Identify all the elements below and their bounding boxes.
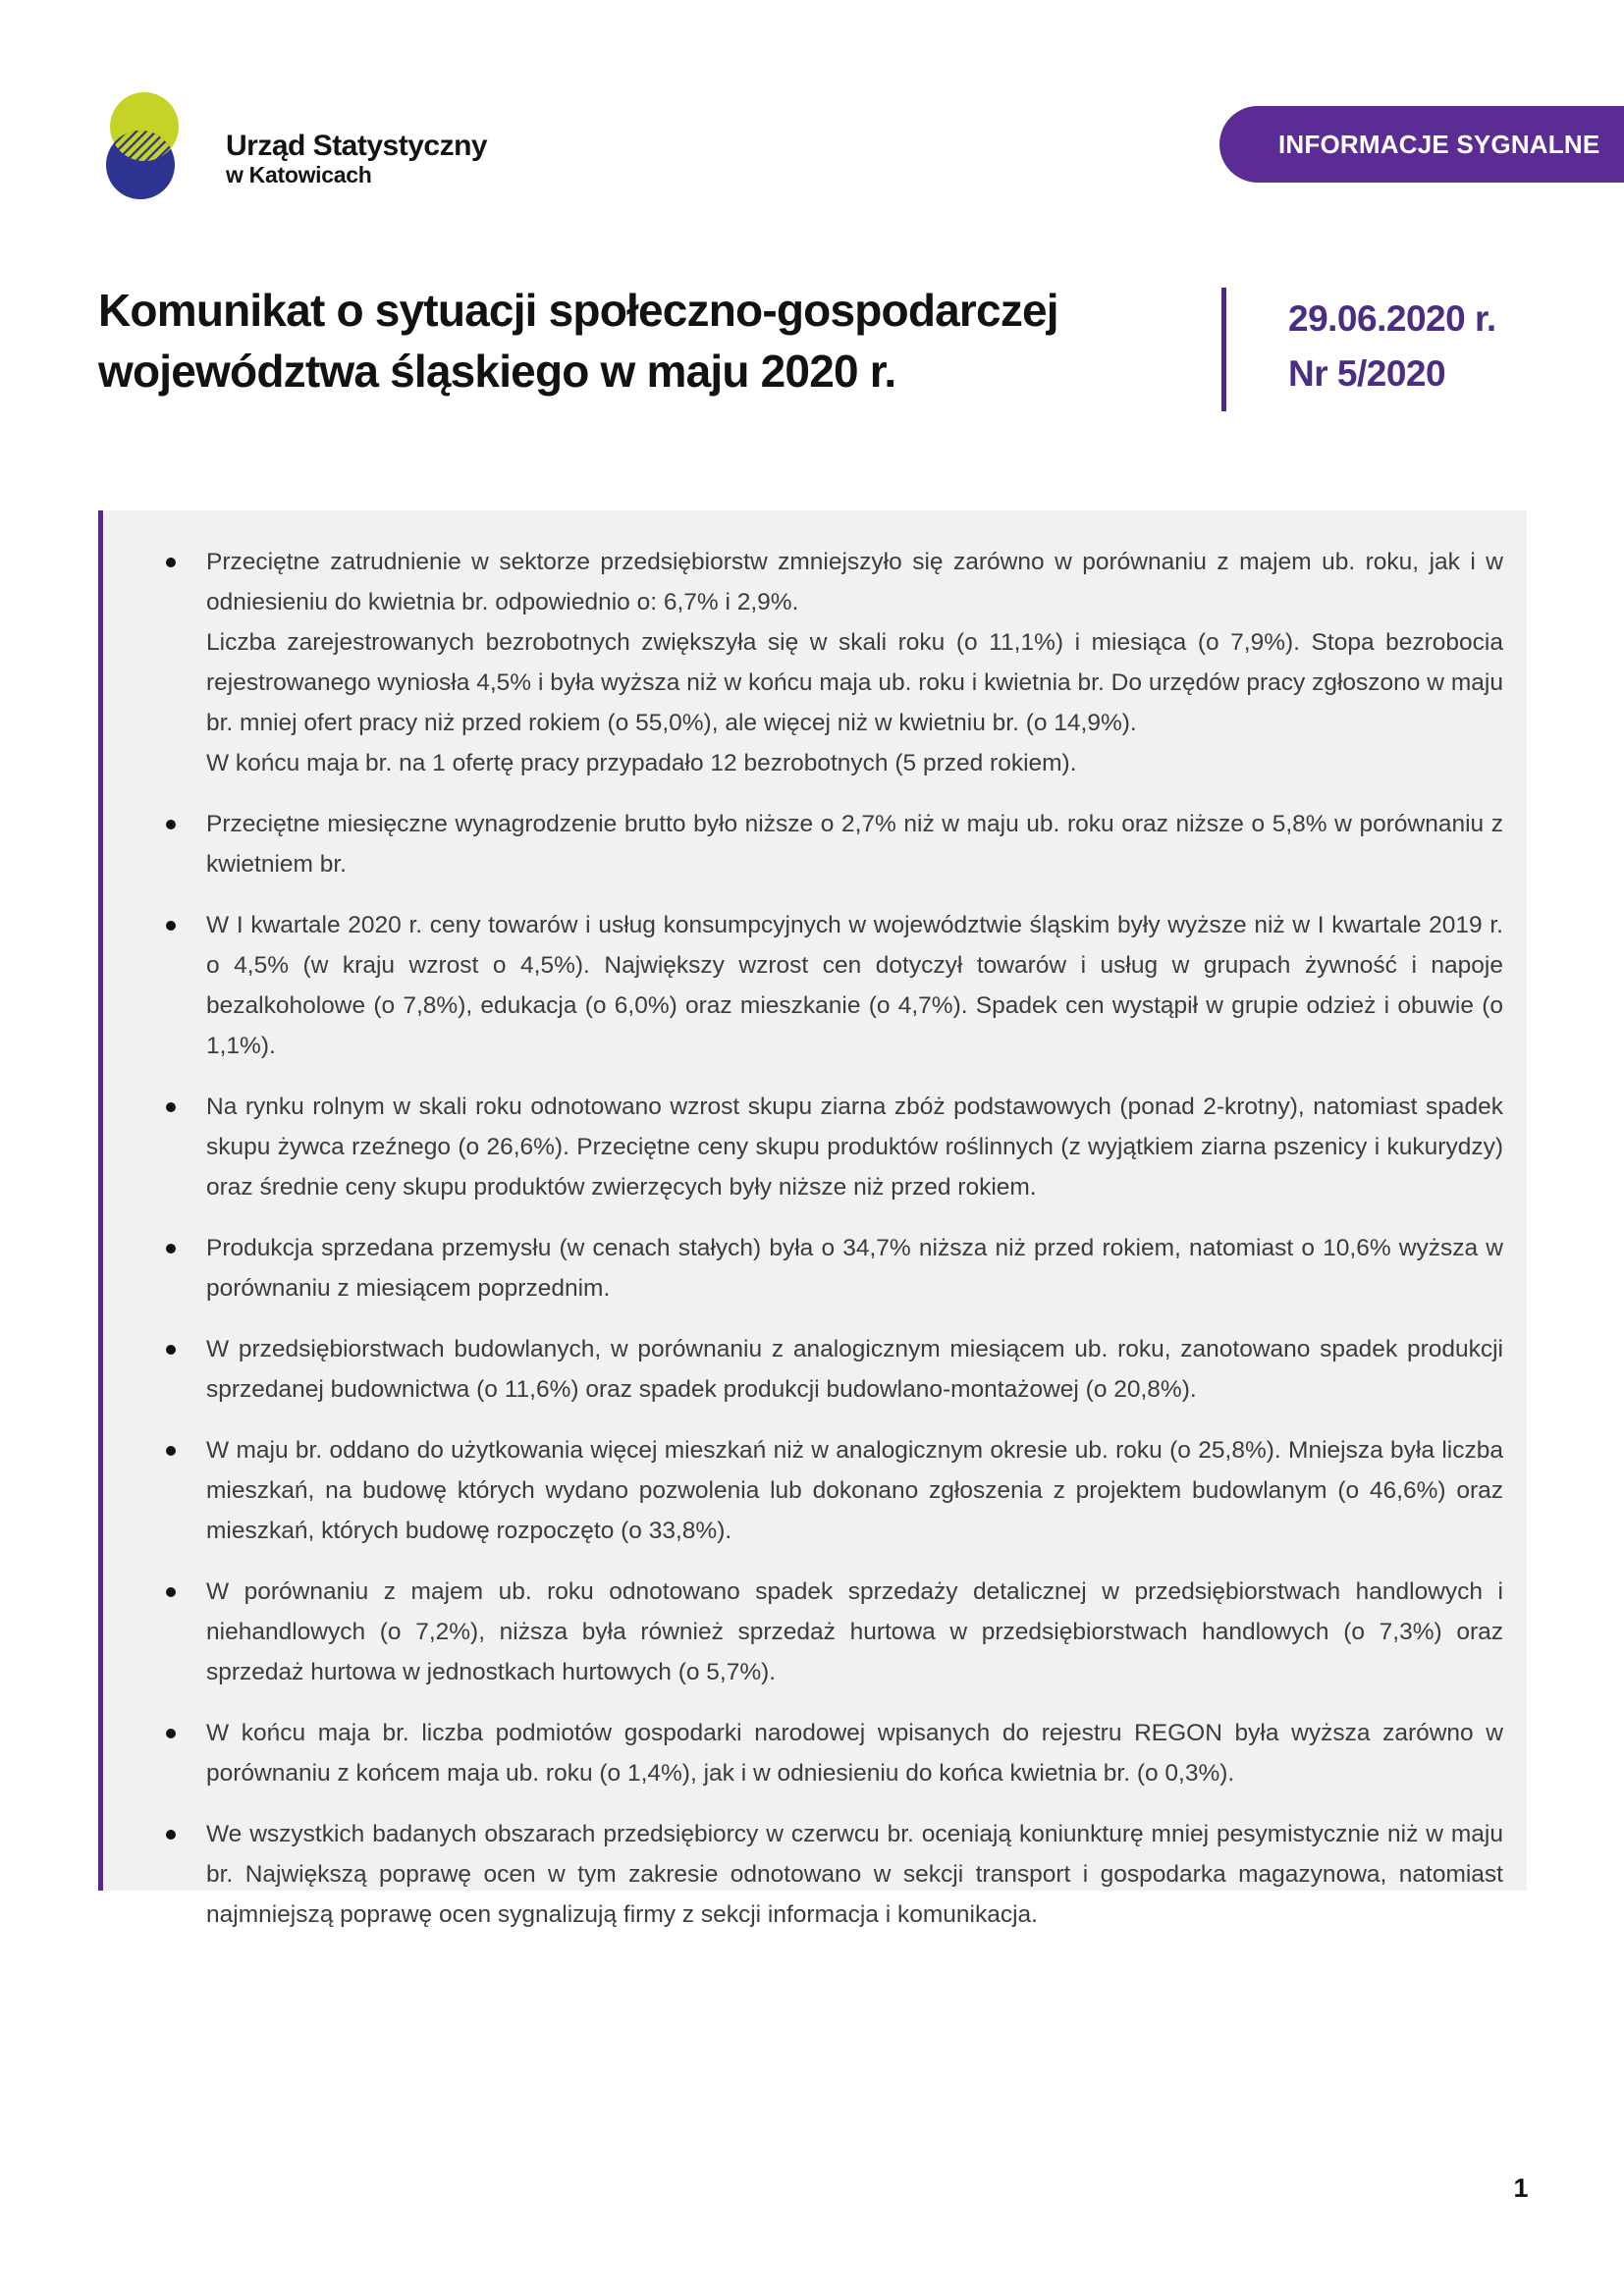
list-item-paragraph: W końcu maja br. na 1 ofertę pracy przypadało 12 bezrobotnych (5 przed rokiem). bbox=[206, 750, 1077, 776]
list-item-paragraph: Liczba zarejestrowanych bezrobotnych zwiększyła się w skali roku (o 11,1%) i miesiąca (o 7,9%). Stopa bezrobocia rejestrowanego wyniosła 4,5% i była wyższa niż w końcu maja ub. roku i kwietnia br. Do urzędów pracy zgłoszono w maju br. mniej ofert pracy niż przed rokiem (o 55,0%), ale więcej niż w kwietniu br. (o 14,9%). bbox=[206, 629, 1503, 736]
logo-org-location: w Katowicach bbox=[226, 162, 372, 187]
bullet-dot-icon bbox=[166, 1102, 176, 1112]
informacje-sygnalne-badge bbox=[1219, 106, 1624, 183]
list-item-paragraph: Na rynku rolnym w skali roku odnotowano wzrost skupu ziarna zbóż podstawowych (ponad 2-krotny), natomiast spadek skupu żywca rzeźnego (o 26,6%). Przeciętne ceny skupu produktów roślinnych (z wyjątkiem ziarna pszenicy i kukurydzy) oraz średnie ceny skupu produktów zwierzęcych były niższe niż przed rokiem. bbox=[206, 1094, 1503, 1201]
list-item bbox=[103, 1228, 1503, 1308]
bullet-dot-icon bbox=[166, 1830, 176, 1840]
title-divider bbox=[1221, 288, 1226, 411]
logo-circles-icon bbox=[98, 90, 214, 202]
issue-info bbox=[1288, 292, 1496, 401]
list-item bbox=[103, 1713, 1503, 1793]
logo-org-name: Urząd Statystyczny bbox=[226, 130, 488, 162]
list-item-paragraph: We wszystkich badanych obszarach przedsiębiorcy w czerwcu br. oceniają koniunkturę mniej pesymistycznie niż w maju br. Największą poprawę ocen w tym zakresie odnotowano w sekcji transport i gospodarka magazynowa, natomiast najmniejszą poprawę ocen sygnalizują firmy z sekcji informacja i komunikacja. bbox=[206, 1821, 1503, 1928]
bullet-dot-icon bbox=[166, 1729, 176, 1738]
list-item-paragraph: W przedsiębiorstwach budowlanych, w porównaniu z analogicznym miesiącem ub. roku, zanotowano spadek produkcji sprzedanej budownictwa (o 11,6%) oraz spadek produkcji budowlano-montażowej (o 20,8%). bbox=[206, 1336, 1503, 1403]
list-item-paragraph: W I kwartale 2020 r. ceny towarów i usług konsumpcyjnych w województwie śląskim były wyższe niż w I kwartale 2019 r. o 4,5% (w kraju wzrost o 4,5%). Największy wzrost cen dotyczył towarów i usług w grupach żywność i napoje bezalkoholowe (o 7,8%), edukacja (o 6,0%) oraz mieszkanie (o 4,7%). Spadek cen wystąpił w grupie odzież i obuwie (o 1,1%). bbox=[206, 912, 1503, 1059]
list-item bbox=[103, 542, 1503, 783]
badge-label: INFORMACJE SYGNALNE bbox=[1278, 129, 1600, 159]
list-item bbox=[103, 804, 1503, 884]
issue-number: Nr 5/2020 bbox=[1288, 353, 1446, 394]
bullet-dot-icon bbox=[166, 1587, 176, 1597]
summary-list bbox=[103, 510, 1527, 1935]
list-item-paragraph: W porównaniu z majem ub. roku odnotowano spadek sprzedaży detalicznej w przedsiębiorstwach handlowych i niehandlowych (o 7,2%), niższa była również sprzedaż hurtowa w przedsiębiorstwach handlowych (o 7,3%) oraz sprzedaż hurtowa w jednostkach hurtowych (o 5,7%). bbox=[206, 1578, 1503, 1685]
list-item bbox=[103, 1430, 1503, 1551]
summary-box bbox=[98, 510, 1527, 1928]
bullet-dot-icon bbox=[166, 558, 176, 567]
list-item-paragraph: Przeciętne miesięczne wynagrodzenie brutto było niższe o 2,7% niż w maju ub. roku oraz niższe o 5,8% w porównaniu z kwietniem br. bbox=[206, 811, 1503, 878]
list-item bbox=[103, 1814, 1503, 1935]
page-title bbox=[98, 280, 1198, 401]
list-item bbox=[103, 905, 1503, 1066]
statistical-office-logo bbox=[98, 90, 487, 202]
list-item bbox=[103, 1572, 1503, 1692]
list-item-paragraph: W końcu maja br. liczba podmiotów gospodarki narodowej wpisanych do rejestru REGON była wyższa zarówno w porównaniu z końcem maja ub. roku (o 1,4%), jak i w odniesieniu do końca kwietnia br. (o 0,3%). bbox=[206, 1720, 1503, 1787]
page-title-line2: województwa śląskiego w maju 2020 r. bbox=[98, 346, 896, 397]
list-item bbox=[103, 1329, 1503, 1410]
issue-date: 29.06.2020 r. bbox=[1288, 298, 1496, 339]
bullet-dot-icon bbox=[166, 1345, 176, 1355]
logo-text bbox=[226, 131, 487, 187]
page-number: 1 bbox=[1513, 2173, 1529, 2203]
bullet-dot-icon bbox=[166, 820, 176, 829]
bullet-dot-icon bbox=[166, 1446, 176, 1456]
page-title-line1: Komunikat o sytuacji społeczno-gospodarczej bbox=[98, 285, 1058, 336]
bullet-dot-icon bbox=[166, 921, 176, 931]
list-item bbox=[103, 1087, 1503, 1207]
list-item-paragraph: Przeciętne zatrudnienie w sektorze przedsiębiorstw zmniejszyło się zarówno w porównaniu z majem ub. roku, jak i w odniesieniu do kwietnia br. odpowiednio o: 6,7% i 2,9%. bbox=[206, 549, 1503, 615]
list-item-paragraph: Produkcja sprzedana przemysłu (w cenach stałych) była o 34,7% niższa niż przed rokiem, natomiast o 10,6% wyższa w porównaniu z miesiącem poprzednim. bbox=[206, 1235, 1503, 1302]
bullet-dot-icon bbox=[166, 1244, 176, 1254]
list-item-paragraph: W maju br. oddano do użytkowania więcej mieszkań niż w analogicznym okresie ub. roku (o 25,8%). Mniejsza była liczba mieszkań, na budowę których wydano pozwolenia lub dokonano zgłoszenia z projektem budowlanym (o 46,6%) oraz mieszkań, których budowę rozpoczęto (o 33,8%). bbox=[206, 1437, 1503, 1544]
